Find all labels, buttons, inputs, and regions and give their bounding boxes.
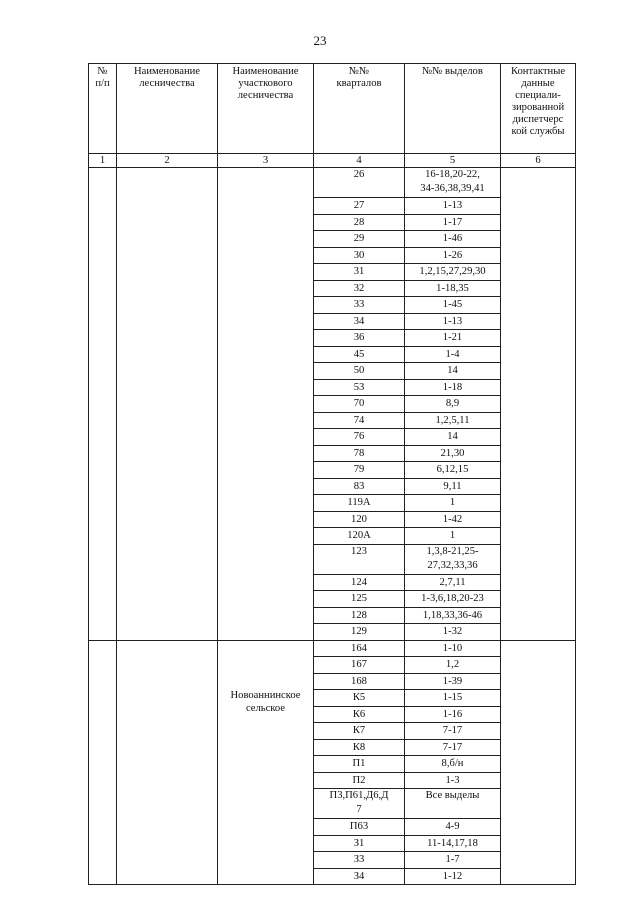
- quarter-cell: 83: [314, 478, 405, 495]
- header-forestry: Наименование лесничества: [117, 64, 218, 154]
- quarter-cell: 53: [314, 379, 405, 396]
- plots-cell: 1,2,15,27,29,30: [405, 264, 501, 281]
- district-forestry-name: Новоаннинское сельское: [230, 689, 301, 714]
- plots-cell: 1-12: [405, 868, 501, 885]
- quarter-cell: 32: [314, 280, 405, 297]
- header-number: № п/п: [89, 64, 117, 154]
- quarter-cell: 33: [314, 297, 405, 314]
- page-number: 23: [313, 33, 327, 48]
- quarter-cell: 124: [314, 574, 405, 591]
- quarter-cell: К5: [314, 690, 405, 707]
- plots-cell: 1-46: [405, 231, 501, 248]
- quarter-cell: 31: [314, 264, 405, 281]
- group1-number-cell: [89, 168, 117, 641]
- quarter-cell: 26: [314, 168, 405, 198]
- column-number: 1: [89, 154, 117, 168]
- plots-cell: 6,12,15: [405, 462, 501, 479]
- plots-cell: 1-16: [405, 706, 501, 723]
- plots-cell: Все выделы: [405, 789, 501, 819]
- quarter-cell: 34: [314, 313, 405, 330]
- group2-contacts-cell: [501, 640, 576, 885]
- quarter-cell: 129: [314, 624, 405, 641]
- plots-cell: 9,11: [405, 478, 501, 495]
- quarter-cell: 27: [314, 198, 405, 215]
- column-number: 4: [314, 154, 405, 168]
- quarter-cell: П2: [314, 772, 405, 789]
- quarter-cell: 78: [314, 445, 405, 462]
- quarter-cell: 125: [314, 591, 405, 608]
- header-contacts: Контактные данные специали- зированной диспетчерс кой службы: [501, 64, 576, 154]
- plots-cell: 1-3: [405, 772, 501, 789]
- quarter-cell: К6: [314, 706, 405, 723]
- plots-cell: 1-26: [405, 247, 501, 264]
- forestry-table: [88, 63, 576, 885]
- quarter-cell: З3: [314, 852, 405, 869]
- quarter-cell: З4: [314, 868, 405, 885]
- plots-cell: 1-21: [405, 330, 501, 347]
- group2-number-cell: [89, 640, 117, 885]
- quarter-cell: 119А: [314, 495, 405, 512]
- plots-cell: 14: [405, 363, 501, 380]
- table-header: [89, 64, 576, 154]
- plots-cell: 1,2,5,11: [405, 412, 501, 429]
- quarter-cell: К7: [314, 723, 405, 740]
- plots-cell: 1-18: [405, 379, 501, 396]
- column-number: 6: [501, 154, 576, 168]
- quarter-cell: 76: [314, 429, 405, 446]
- header-quarters: №№ кварталов: [314, 64, 405, 154]
- plots-cell: 1,2: [405, 657, 501, 674]
- group2-district-forestry-cell: [218, 640, 314, 885]
- plots-cell: 1-39: [405, 673, 501, 690]
- quarter-cell: 28: [314, 214, 405, 231]
- plots-cell: 2,7,11: [405, 574, 501, 591]
- quarter-cell: 167: [314, 657, 405, 674]
- quarter-cell: 74: [314, 412, 405, 429]
- quarter-cell: П63: [314, 819, 405, 836]
- plots-cell: 8,б/н: [405, 756, 501, 773]
- plots-cell: 1-42: [405, 511, 501, 528]
- quarter-cell: П1: [314, 756, 405, 773]
- column-number: 3: [218, 154, 314, 168]
- quarter-cell: 164: [314, 640, 405, 657]
- quarter-cell: 45: [314, 346, 405, 363]
- plots-cell: 1: [405, 528, 501, 545]
- group1-contacts-cell: [501, 168, 576, 641]
- header-district-forestry: Наименование участкового лесничества: [218, 64, 314, 154]
- quarter-cell: 50: [314, 363, 405, 380]
- plots-cell: 1-15: [405, 690, 501, 707]
- plots-cell: 1-13: [405, 313, 501, 330]
- quarter-cell: 79: [314, 462, 405, 479]
- plots-cell: 1-18,35: [405, 280, 501, 297]
- plots-cell: 7-17: [405, 739, 501, 756]
- plots-cell: 1,18,33,36-46: [405, 607, 501, 624]
- quarter-cell: 70: [314, 396, 405, 413]
- plots-cell: 4-9: [405, 819, 501, 836]
- plots-cell: 1,3,8-21,25- 27,32,33,36: [405, 544, 501, 574]
- column-number-row: [89, 154, 576, 168]
- plots-cell: 1-10: [405, 640, 501, 657]
- group1-district-forestry-cell: [218, 168, 314, 641]
- plots-cell: 14: [405, 429, 501, 446]
- plots-cell: 1-45: [405, 297, 501, 314]
- quarter-cell: 29: [314, 231, 405, 248]
- quarter-cell: 123: [314, 544, 405, 574]
- plots-cell: 11-14,17,18: [405, 835, 501, 852]
- quarter-cell: 128: [314, 607, 405, 624]
- quarter-cell: 120А: [314, 528, 405, 545]
- quarter-cell: 30: [314, 247, 405, 264]
- table-row: [89, 168, 576, 198]
- plots-cell: 16-18,20-22, 34-36,38,39,41: [405, 168, 501, 198]
- quarter-cell: П3,П61,Д6,Д 7: [314, 789, 405, 819]
- column-number: 2: [117, 154, 218, 168]
- plots-cell: 7-17: [405, 723, 501, 740]
- header-plots: №№ выделов: [405, 64, 501, 154]
- plots-cell: 8,9: [405, 396, 501, 413]
- quarter-cell: К8: [314, 739, 405, 756]
- plots-cell: 1-4: [405, 346, 501, 363]
- table-body: [89, 154, 576, 885]
- plots-cell: 1: [405, 495, 501, 512]
- group1-forestry-cell: [117, 168, 218, 641]
- quarter-cell: 120: [314, 511, 405, 528]
- quarter-cell: 168: [314, 673, 405, 690]
- plots-cell: 1-3,6,18,20-23: [405, 591, 501, 608]
- table-row: [89, 640, 576, 657]
- plots-cell: 1-7: [405, 852, 501, 869]
- group2-forestry-cell: [117, 640, 218, 885]
- quarter-cell: 36: [314, 330, 405, 347]
- plots-cell: 21,30: [405, 445, 501, 462]
- column-number: 5: [405, 154, 501, 168]
- quarter-cell: З1: [314, 835, 405, 852]
- plots-cell: 1-32: [405, 624, 501, 641]
- plots-cell: 1-17: [405, 214, 501, 231]
- plots-cell: 1-13: [405, 198, 501, 215]
